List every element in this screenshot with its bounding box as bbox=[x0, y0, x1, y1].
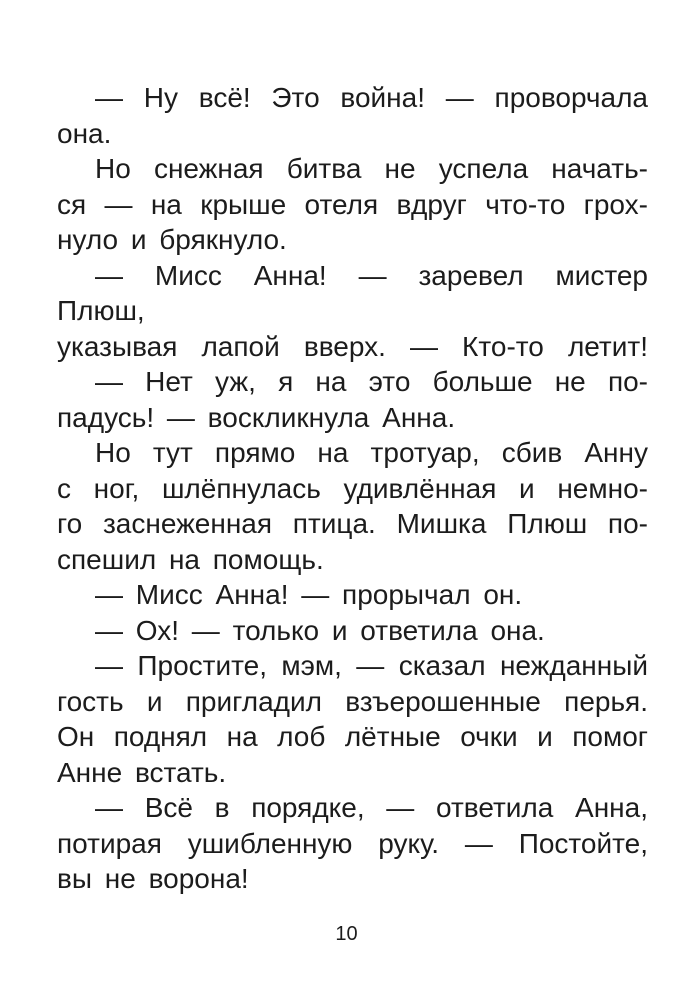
text-line: Но снежная битва не успела начать- bbox=[95, 153, 648, 184]
paragraph bbox=[57, 80, 648, 151]
text-line: — Простите, мэм, — сказал нежданный bbox=[95, 650, 648, 681]
paragraph bbox=[57, 790, 648, 897]
text-line: гость и пригладил взъерошенные перья. bbox=[57, 685, 648, 717]
paragraph bbox=[57, 364, 648, 435]
text-line: с ног, шлёпнулась удивлённая и немно- bbox=[57, 472, 648, 504]
text-line: она. bbox=[57, 117, 112, 149]
text-line: потирая ушибленную руку. — Постойте, bbox=[57, 827, 648, 859]
text-line: го заснеженная птица. Мишка Плюш по- bbox=[57, 508, 648, 539]
paragraph bbox=[57, 577, 648, 613]
text-line: Он поднял на лоб лётные очки и помог bbox=[57, 721, 648, 752]
paragraph bbox=[57, 258, 648, 365]
text-line: указывая лапой вверх. — Кто-то летит! bbox=[57, 330, 648, 362]
text-line: падусь! — воскликнула Анна. bbox=[57, 401, 456, 433]
text-line: — Всё в порядке, — ответила Анна, bbox=[95, 792, 648, 823]
text-line: — Ох! — только и ответила она. bbox=[95, 614, 545, 646]
text-block bbox=[57, 80, 648, 897]
text-line: вы не ворона! bbox=[57, 863, 249, 894]
text-line: Но тут прямо на тротуар, сбив Анну bbox=[95, 437, 648, 468]
paragraph bbox=[57, 648, 648, 790]
text-line: — Ну всё! Это война! — проворчала bbox=[95, 82, 648, 113]
text-line: Анне встать. bbox=[57, 756, 227, 788]
paragraph bbox=[57, 613, 648, 649]
paragraph bbox=[57, 435, 648, 577]
paragraph bbox=[57, 151, 648, 258]
text-line: спешил на помощь. bbox=[57, 543, 324, 575]
text-line: — Нет уж, я на это больше не по- bbox=[95, 366, 648, 397]
text-line: ся — на крыше отеля вдруг что-то грох- bbox=[57, 188, 648, 220]
page-number: 10 bbox=[335, 923, 358, 945]
text-line: — Мисс Анна! — заревел мистер Плюш, bbox=[57, 259, 648, 326]
text-line: — Мисс Анна! — прорычал он. bbox=[95, 579, 523, 610]
text-line: нуло и брякнуло. bbox=[57, 224, 287, 255]
